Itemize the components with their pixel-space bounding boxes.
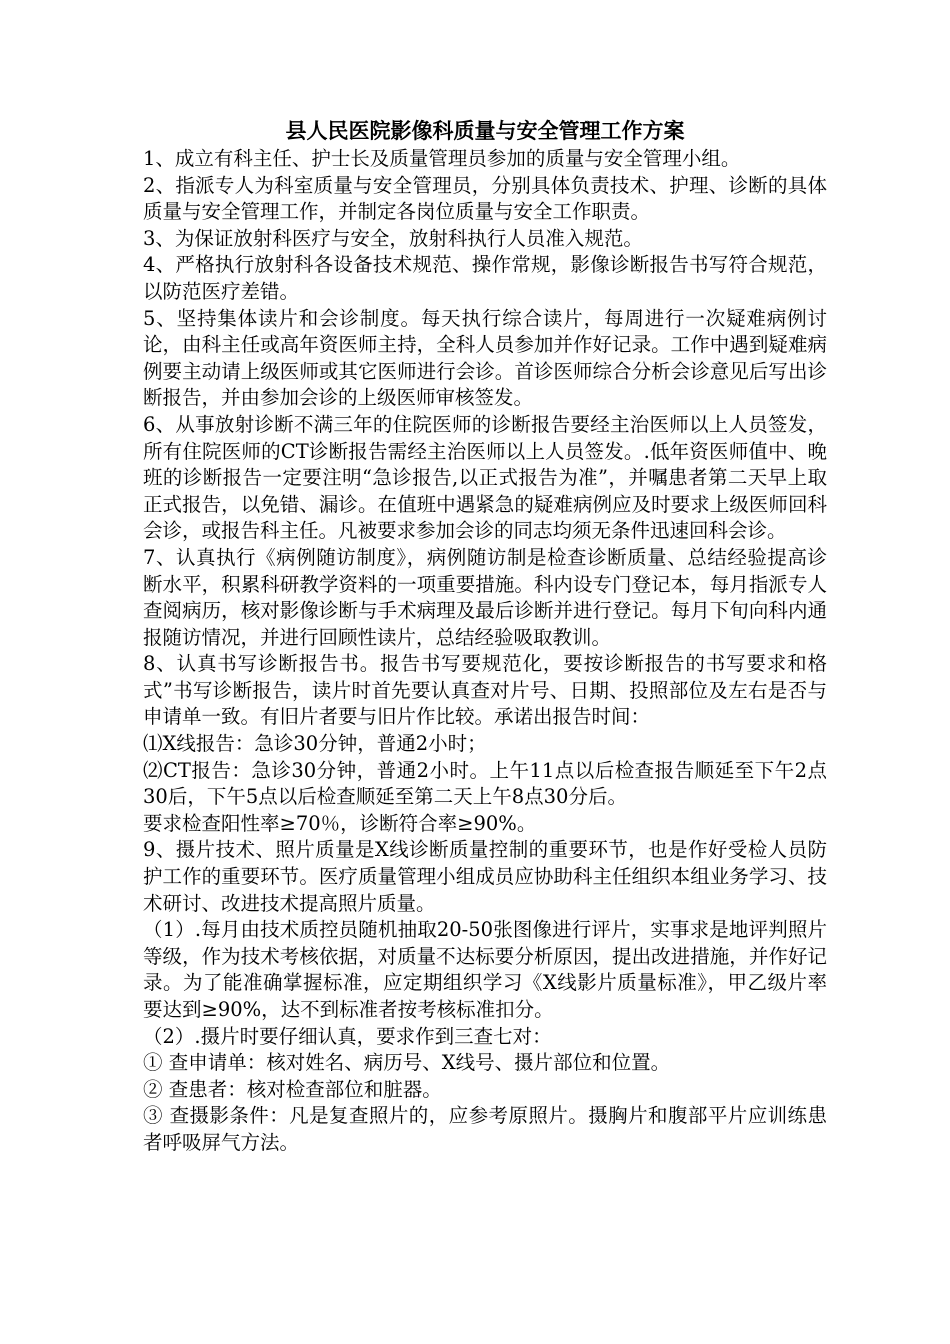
check-item-1: ① 查申请单：核对姓名、病历号、X线号、摄片部位和位置。	[143, 1051, 671, 1075]
paragraph-8: 8、认真书写诊断报告书。报告书写要规范化，要按诊断报告的书写要求和格式”书写诊断报告，读片时首先要认真查对片号、日期、投照部位及左右是否与申请单一致。有旧片者要与旧片作比较。承诺出报告时间：	[143, 652, 827, 729]
paragraph-3: 3、为保证放射科医疗与安全，放射科执行人员准入规范。	[143, 226, 643, 250]
check-item-2: ② 查患者：核对检查部位和脏器。	[143, 1077, 442, 1101]
paragraph-2: 2、指派专人为科室质量与安全管理员，分别具体负责技术、护理、诊断的具体质量与安全管理工作，并制定各岗位质量与安全工作职责。	[143, 173, 827, 224]
paragraph-5: 5、坚持集体读片和会诊制度。每天执行综合读片，每周进行一次疑难病例讨论，由科主任或高年资医师主持，全科人员参加并作好记录。工作中遇到疑难病例要主动请上级医师或其它医师进行会诊。首诊医师综合分析会诊意见后写出诊断报告，并由参加会诊的上级医师审核签发。	[143, 306, 827, 410]
paragraph-4: 4、严格执行放射科各设备技术规范、操作常规，影像诊断报告书写符合规范，以防范医疗差错。	[143, 253, 827, 303]
check-item-3: ③ 查摄影条件：凡是复查照片的，应参考原照片。摄胸片和腹部平片应训练患者呼吸屏气方法。	[143, 1104, 827, 1154]
document-title: 县人民医院影像科质量与安全管理工作方案	[285, 118, 685, 143]
paragraph-1: 1、成立有科主任、护士长及质量管理员参加的质量与安全管理小组。	[143, 147, 741, 170]
paragraph-6: 6、从事放射诊断不满三年的住院医师的诊断报告要经主治医师以上人员签发，所有住院医师的CT诊断报告需经主治医师以上人员签发。.低年资医师值中、晚班的诊断报告一定要注明“急诊报告,以正式报告为准”，并嘱患者第二天早上取正式报告，以免错、漏诊。在值班中遇紧急的疑难病例应及时要求上级医师回科会诊，或报告科主任。凡被要求参加会诊的同志均须无条件迅速回科会诊。	[143, 412, 827, 543]
paragraph-9-item-1: （1）.每月由技术质控员随机抽取20-50张图像进行评片，实事求是地评判照片等级，作为技术考核依据，对质量不达标要分析原因，提出改进措施，并作好记录。为了能准确掌握标准，应定期组织学习《X线影片质量标准》，甲乙级片率要达到≥90%，达不到标准者按考核标准扣分。	[143, 918, 827, 1021]
paragraph-7: 7、认真执行《病例随访制度》，病例随访制是检查诊断质量、总结经验提高诊断水平，积累科研教学资料的一项重要措施。科内设专门登记本，每月指派专人查阅病历，核对影像诊断与手术病理及最后诊断并进行登记。每月下旬向科内通报随访情况，并进行回顾性读片，总结经验吸取教训。	[143, 545, 827, 649]
document-page	[143, 117, 827, 1157]
paragraph-8-requirement: 要求检查阳性率≥70％，诊断符合率≥90%。	[143, 811, 537, 835]
paragraph-8-item-2: ⑵CT报告：急诊30分钟，普通2小时。上午11点以后检查报告顺延至下午2点30后，下午5点以后检查顺延至第二天上午8点30分后。	[143, 758, 827, 809]
paragraph-9-item-2: （2）.摄片时要仔细认真，要求作到三查七对：	[143, 1024, 552, 1048]
paragraph-8-item-1: ⑴X线报告：急诊30分钟，普通2小时；	[143, 732, 487, 756]
paragraph-9: 9、摄片技术、照片质量是X线诊断质量控制的重要环节，也是作好受检人员防护工作的重要环节。医疗质量管理小组成员应协助科主任组织本组业务学习、技术研讨、改进技术提高照片质量。	[143, 838, 827, 915]
